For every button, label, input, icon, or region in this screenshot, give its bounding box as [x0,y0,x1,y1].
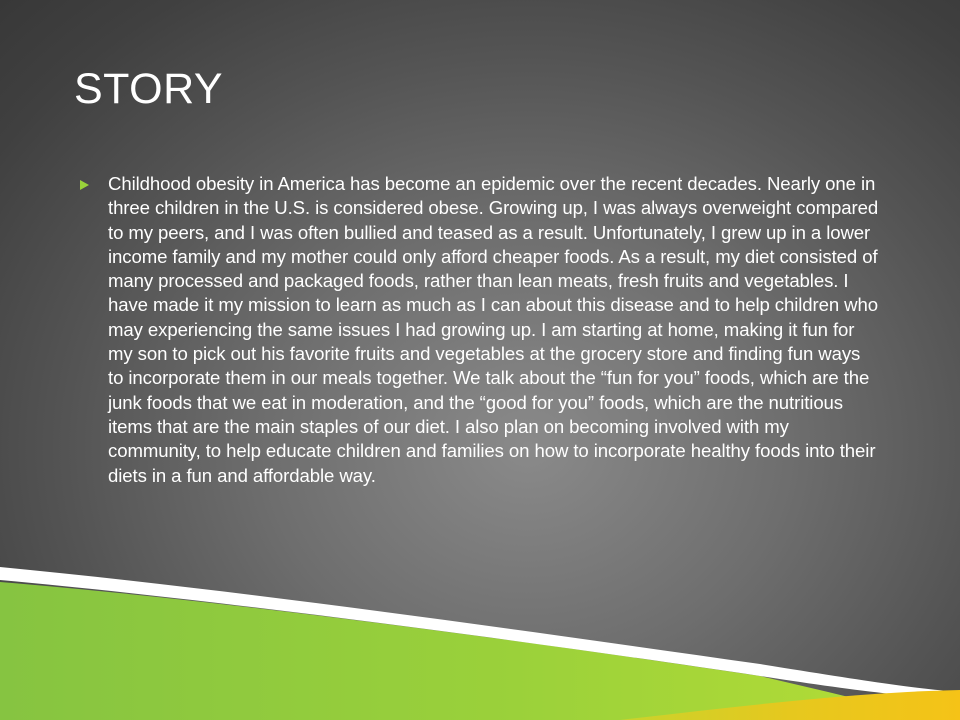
yellow-wave-shape [620,690,960,720]
green-wave-shape [0,582,940,720]
bullet-list [80,172,880,488]
white-wave-stroke [0,567,960,700]
bullet-text: Childhood obesity in America has become an epidemic over the recent decades. Nearly one in three children in the U.S. is considered obese. Growing up, I was always overweight compared to my peers, and I was often bullied and teased as a result. Unfortunately, I grew up in a lower income family and my mother could only afford cheaper foods. As a result, my diet consisted of many processed and packaged foods, rather than lean meats, fresh fruits and vegetables. I have made it my mission to learn as much as I can about this disease and to help children who may experiencing the same issues I had growing up. I am starting at home, making it fun for my son to pick out his favorite fruits and vegetables at the grocery store and finding fun ways to incorporate them in our meals together. We talk about the “fun for you” foods, which are the junk foods that we eat in moderation, and the “good for you” foods, which are the nutritious items that are the main staples of our diet. I also plan on becoming involved with my community, to help educate children and families on how to incorporate healthy foods into their diets in a fun and affordable way. [108,173,879,486]
list-item [80,172,880,488]
triangle-bullet-icon [80,180,89,190]
slide-title: STORY [74,65,224,113]
